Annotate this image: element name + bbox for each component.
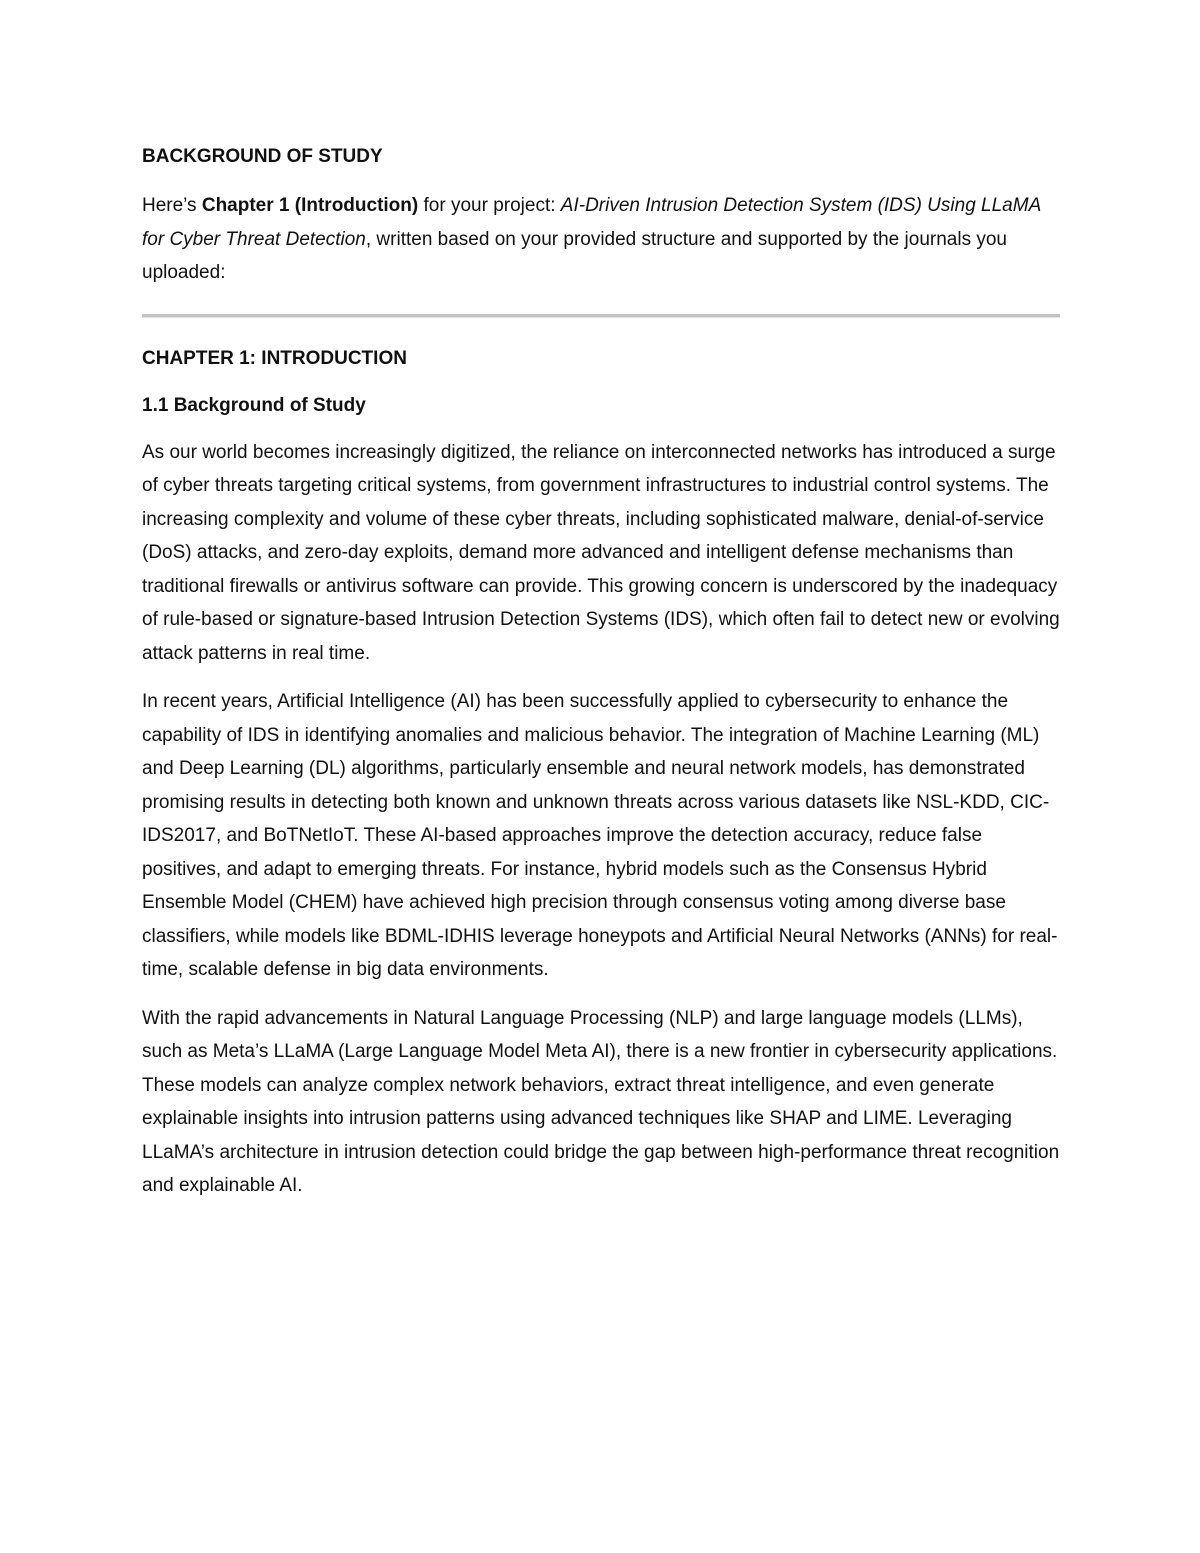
intro-lead: Here’s: [142, 195, 202, 216]
document-page: [142, 140, 1060, 1218]
body-paragraph-2: In recent years, Artificial Intelligence (AI) has been successfully applied to cybersecurity to enhance the capability of IDS in identifying anomalies and malicious behavior. The integration of Machine Learning (ML) and Deep Learning (DL) algorithms, particularly ensemble and neural network models, has demonstrated promising results in detecting both known and unknown threats across various datasets like NSL-KDD, CIC-IDS2017, and BoTNetIoT. These AI-based approaches improve the detection accuracy, reduce false positives, and adapt to emerging threats. For instance, hybrid models such as the Consensus Hybrid Ensemble Model (CHEM) have achieved high precision through consensus voting among diverse base classifiers, while models like BDML-IDHIS leverage honeypots and Artificial Neural Networks (ANNs) for real-time, scalable defense in big data environments.: [142, 691, 1058, 980]
project-title: AI-Driven Intrusion Detection System (IDS) Using LLaMA for Cyber Threat Detection: [142, 195, 1041, 250]
intro-tail: , written based on your provided structure and supported by the journals you uploaded:: [142, 228, 1007, 283]
body-paragraph-3: With the rapid advancements in Natural Language Processing (NLP) and large language models (LLMs), such as Meta’s LLaMA (Large Language Model Meta AI), there is a new frontier in cybersecurity applications. These models can analyze complex network behaviors, extract threat intelligence, and even generate explainable insights into intrusion patterns using advanced techniques like SHAP and LIME. Leveraging LLaMA’s architecture in intrusion detection could bridge the gap between high-performance threat recognition and explainable AI.: [142, 1007, 1060, 1196]
document-title: BACKGROUND OF STUDY: [142, 146, 383, 167]
intro-paragraph: [142, 189, 1060, 290]
body-paragraph-1: As our world becomes increasingly digitized, the reliance on interconnected networks has introduced a surge of cyber threats targeting critical systems, from government infrastructures to industrial control systems. The increasing complexity and volume of these cyber threats, including sophisticated malware, denial-of-service (DoS) attacks, and zero-day exploits, demand more advanced and intelligent defense mechanisms than traditional firewalls or antivirus software can provide. This growing concern is underscored by the inadequacy of rule-based or signature-based Intrusion Detection Systems (IDS), which often fail to detect new or evolving attack patterns in real time.: [142, 441, 1060, 664]
horizontal-rule: [142, 314, 1060, 318]
chapter-heading: CHAPTER 1: INTRODUCTION: [142, 347, 407, 369]
chapter-reference: Chapter 1 (Introduction): [201, 195, 419, 216]
intro-mid: for your project:: [418, 195, 561, 216]
section-heading: 1.1 Background of Study: [142, 394, 366, 416]
